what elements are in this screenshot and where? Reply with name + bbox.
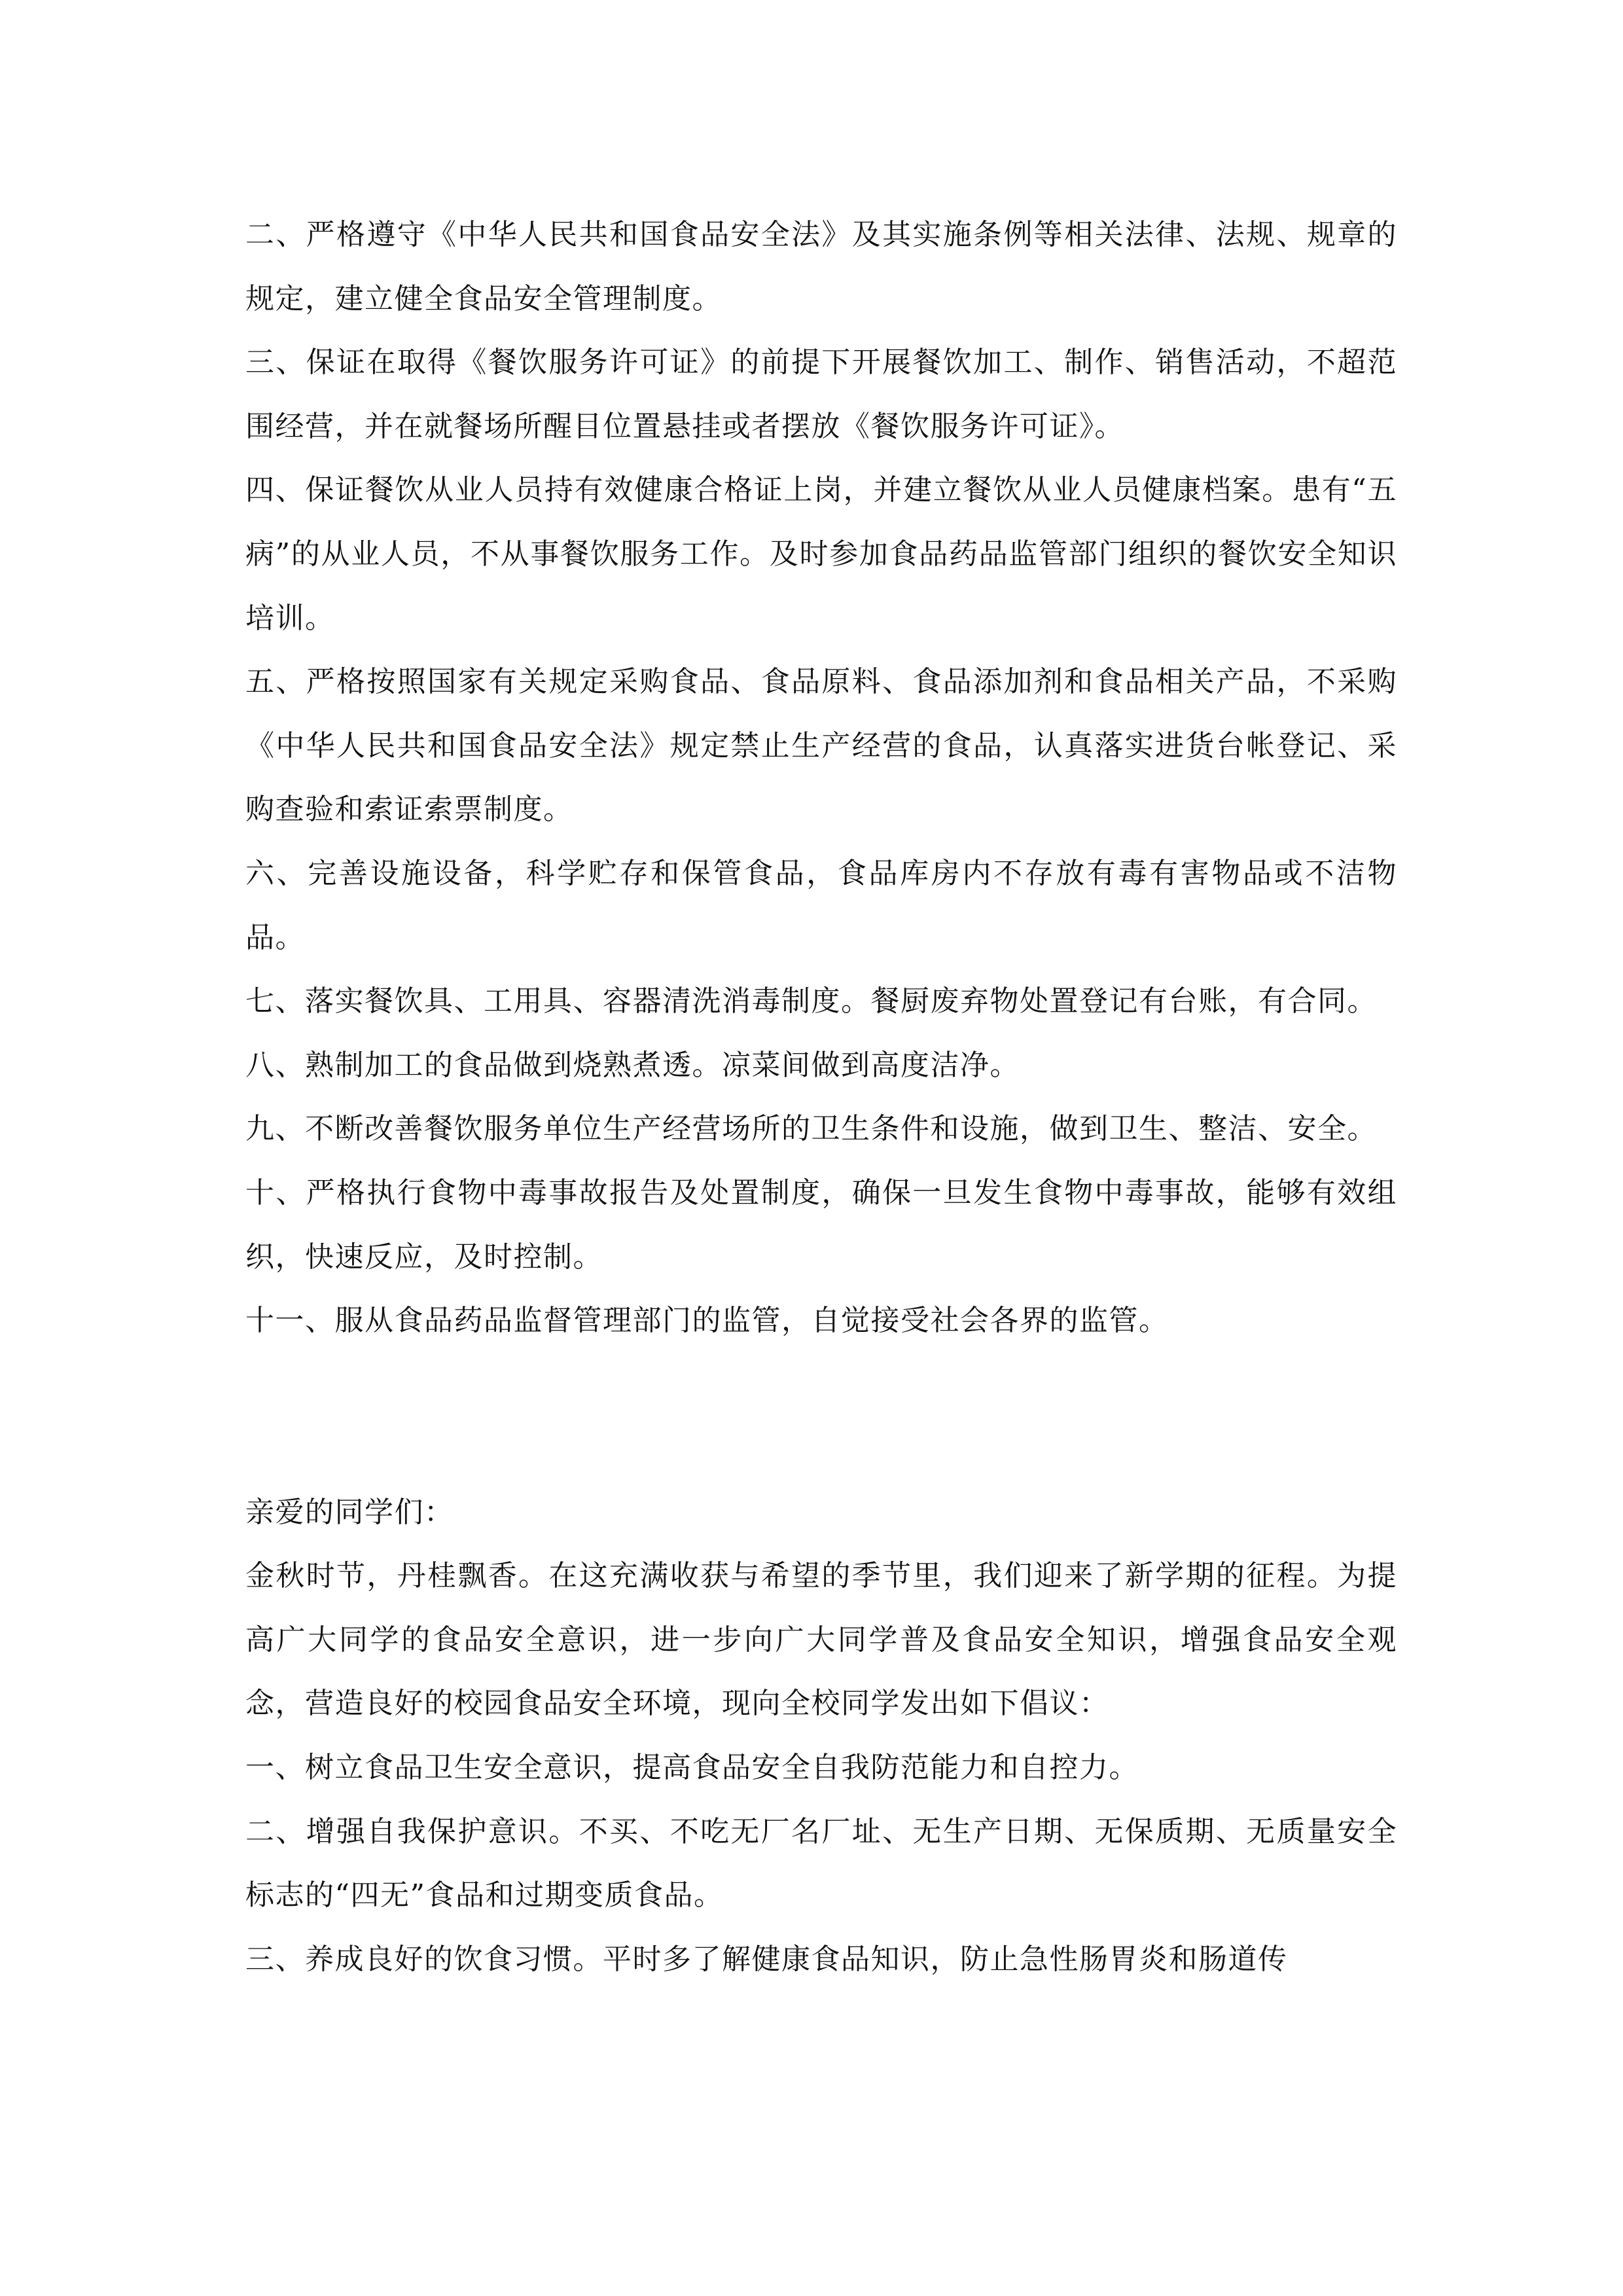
paragraph-item-10: 十、严格执行食物中毒事故报告及处置制度，确保一旦发生食物中毒事故，能够有效组织，快速反应，及时控制。 [245,1175,1397,1274]
paragraph-item-7: 七、落实餐饮具、工用具、容器清洗消毒制度。餐厨废弃物处置登记有台账，有合同。 [245,984,1377,1018]
paragraph-item-2: 二、严格遵守《中华人民共和国食品安全法》及其实施条例等相关法律、法规、规章的规定，建立健全食品安全管理制度。 [245,218,1397,315]
paragraph-item-6: 六、完善设施设备，科学贮存和保管食品，食品库房内不存放有毒有害物品或不洁物品。 [245,856,1397,954]
proposal-item-1: 一、树立食品卫生安全意识，提高食品安全自我防范能力和自控力。 [245,1751,1139,1785]
paragraph-item-5: 五、严格按照国家有关规定采购食品、食品原料、食品添加剂和食品相关产品，不采购《中华人民共和国食品安全法》规定禁止生产经营的食品，认真落实进货台帐登记、采购查验和索证索票制度。 [245,665,1397,827]
proposal-item-3: 三、养成良好的饮食习惯。平时多了解健康食品知识，防止急性肠胃炎和肠道传 [245,1942,1288,1976]
section-spacer [245,1353,1397,1480]
paragraph-item-9: 九、不断改善餐饮服务单位生产经营场所的卫生条件和设施，做到卫生、整洁、安全。 [245,1112,1377,1146]
paragraph-item-4: 四、保证餐饮从业人员持有效健康合格证上岗，并建立餐饮从业人员健康档案。患有“五病”的从业人员，不从事餐饮服务工作。及时参加食品药品监管部门组织的餐饮安全知识培训。 [245,473,1397,635]
proposal-intro: 金秋时节，丹桂飘香。在这充满收获与希望的季节里，我们迎来了新学期的征程。为提高广大同学的食品安全意识，进一步向广大同学普及食品安全知识，增强食品安全观念，营造良好的校园食品安全环境，现向全校同学发出如下倡议： [245,1559,1397,1721]
proposal-item-2: 二、增强自我保护意识。不买、不吃无厂名厂址、无生产日期、无保质期、无质量安全标志的“四无”食品和过期变质食品。 [245,1814,1397,1912]
document-body [245,203,1397,1991]
greeting-line: 亲爱的同学们： [245,1495,454,1529]
paragraph-item-11: 十一、服从食品药品监督管理部门的监管，自觉接受社会各界的监管。 [245,1304,1169,1338]
paragraph-item-3: 三、保证在取得《餐饮服务许可证》的前提下开展餐饮加工、制作、销售活动，不超范围经营，并在就餐场所醒目位置悬挂或者摆放《餐饮服务许可证》。 [245,346,1397,443]
paragraph-item-8: 八、熟制加工的食品做到烧熟煮透。凉菜间做到高度洁净。 [245,1048,1020,1082]
